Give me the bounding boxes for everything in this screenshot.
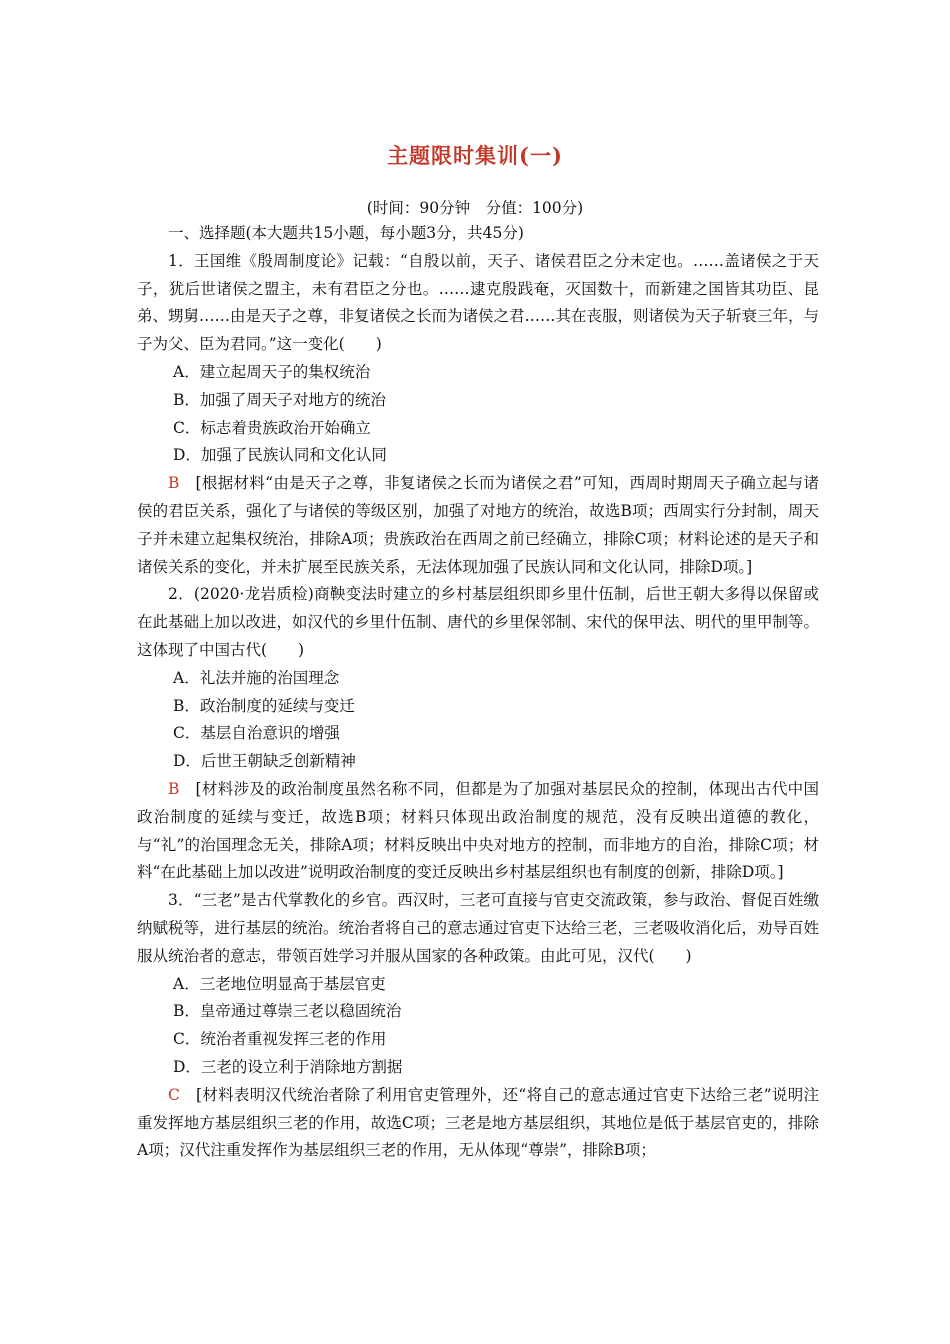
answer-letter: B <box>168 474 180 493</box>
answer-letter: B <box>168 779 180 798</box>
answer-explanation <box>137 470 819 581</box>
option: A．建立起周天子的集权统治 <box>173 362 371 381</box>
option: D．后世王朝缺乏创新精神 <box>173 752 356 771</box>
option: A．礼法并施的治国理念 <box>173 668 340 687</box>
exam-meta: (时间：90分钟 分值：100分) <box>366 199 584 217</box>
question-stem: 1．王国维《殷周制度论》记载：“自殷以前，天子、诸侯君臣之分未定也。……盖诸侯之于天子，犹后世诸侯之盟主，未有君臣之分也。……逮克殷践奄，灭国数十，而新建之国皆其功臣、昆弟、甥舅……由是天子之尊，非复诸侯之长而为诸侯之君……其在丧服，则诸侯为天子斩衰三年，与子为父、臣为君同。”这一变化( ) <box>137 251 820 354</box>
question-stem: 2．(2020·龙岩质检)商鞅变法时建立的乡村基层组织即乡里什伍制，后世王朝大多得以保留或在此基础上加以改进，如汉代的乡里什伍制、唐代的乡里保邻制、宋代的保甲法、明代的里甲制等。这体现了中国古代( ) <box>137 585 820 659</box>
answer-explanation <box>137 1082 819 1165</box>
explanation-text: [材料涉及的政治制度虽然名称不同，但都是为了加强对基层民众的控制，体现出古代中国政治制度的延续与变迁，故选B项；材料只体现出政治制度的规范，没有反映出道德的教化，与“礼”的治国理念无关，排除A项；材料反映出中央对地方的控制，而非地方的自治，排除C项；材料“在此基础上加以改进”说明政治制度的变迁反映出乡村基层组织也有制度的创新，排除D项。] <box>137 779 819 882</box>
answer-letter: C <box>168 1085 180 1104</box>
explanation-text: [根据材料“由是天子之尊，非复诸侯之长而为诸侯之君”可知，西周时期周天子确立起与诸侯的君臣关系，强化了与诸侯的等级区别，加强了对地方的统治，故选B项；西周实行分封制，周天子并未建立起集权统治，排除A项；贵族政治在西周之前已经确立，排除C项；材料论述的是天子和诸侯关系的变化，并未扩展至民族关系，无法体现加强了民族认同和文化认同，排除D项。] <box>137 474 819 576</box>
answer-explanation <box>137 776 819 887</box>
page-title: 主题限时集训(一) <box>387 143 563 168</box>
document-body <box>137 220 819 1165</box>
option: A．三老地位明显高于基层官吏 <box>173 974 386 993</box>
question-stem: 3．“三老”是古代掌教化的乡官。西汉时，三老可直接与官吏交流政策，参与政治、督促百姓缴纳赋税等，进行基层的统治。统治者将自己的意志通过官吏下达给三老，三老吸收消化后，劝导百姓服从统治者的意志，带领百姓学习并服从国家的各种政策。由此可见，汉代( ) <box>137 891 820 965</box>
option: B．政治制度的延续与变迁 <box>173 696 355 715</box>
option: B．皇帝通过尊崇三老以稳固统治 <box>173 1002 402 1021</box>
option: B．加强了周天子对地方的统治 <box>173 390 386 409</box>
option: C．标志着贵族政治开始确立 <box>173 418 371 437</box>
option: C．统治者重视发挥三老的作用 <box>173 1030 387 1049</box>
option: C．基层自治意识的增强 <box>173 724 340 743</box>
section-heading: 一、选择题(本大题共15小题，每小题3分，共45分) <box>168 224 524 242</box>
option: D．加强了民族认同和文化认同 <box>173 446 387 465</box>
option: D．三老的设立利于消除地方割据 <box>173 1057 403 1076</box>
explanation-text: [材料表明汉代统治者除了利用官吏管理外，还“将自己的意志通过官吏下达给三老”说明注重发挥地方基层组织三老的作用，故选C项；三老是地方基层组织，其地位是低于基层官吏的，排除A项；汉代注重发挥作为基层组织三老的作用，无从体现“尊崇”，排除B项； <box>137 1085 819 1160</box>
